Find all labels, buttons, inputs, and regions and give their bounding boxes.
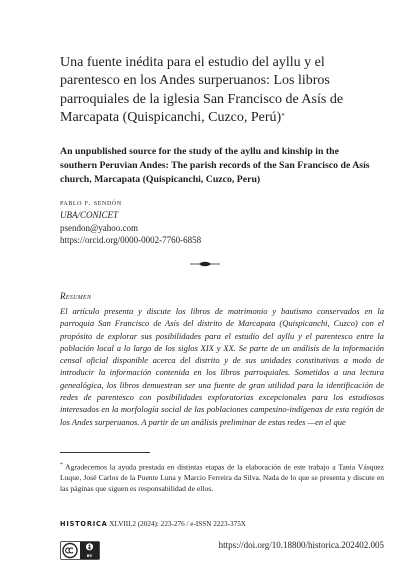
article-title-spanish [60, 54, 378, 128]
creative-commons-by-icon[interactable] [60, 541, 100, 560]
title-text: Una fuente inédita para el estudio del ayllu y el parentesco en los Andes surperuanos: Los libros parroquiales de la iglesia San Francisco de Asís de Marcapata (Quispicanchi, Cuzco, Perú) [60, 55, 344, 126]
author-orcid[interactable]: https://orcid.org/0000-0002-7760-6858 [60, 234, 202, 245]
author-affiliation: UBA/CONICET [60, 210, 119, 221]
footnote-text: Agradecemos la ayuda prestada en distintas etapas de la elaboración de este trabajo a Tania Vásquez Luque, José Carlos de la Puente Luna y Marcio Ferreira da Silva. Nada de lo que se presenta y discute en las páginas que siguen es responsabilidad de ellos. [60, 462, 384, 493]
article-title-english: An unpublished source for the study of the ayllu and kinship in the southern Peruvian Andes: The parish records of the San Francisco de Asís church, Marcapata (Quispicanchi, Cuzco, Peru) [60, 146, 370, 185]
author-name: pablo f. sendón [60, 198, 122, 207]
journal-citation-line [60, 520, 246, 528]
journal-name: HISTORICA [60, 520, 108, 528]
doi-link[interactable]: https://doi.org/10.18800/historica.202402.005 [218, 540, 384, 550]
footnote-divider [60, 452, 150, 453]
author-email[interactable]: psendon@yahoo.com [60, 222, 139, 233]
journal-citation: XLVIII.2 (2024): 223-276 / e-ISSN 2223-375X [109, 520, 246, 528]
footnote [60, 460, 384, 494]
abstract-text: El artículo presenta y discute los libros de matrimonio y bautismo conservados en la parroquia San Francisco de Asís del distrito de Marcapata (Quispicanchi, Cuzco) con el propósito de explorar sus posibilidades para el estudio del ayllu y el parentesco entre la población local a lo largo de los siglos XIX y XX. Se parte de un análisis de la información censal oficial disponible acerca del distrito y de sus unidades constitutivas a modo de introducir la información contenida en los libros parroquiales. Sometidos a una lectura genealógica, los libros demuestran ser una fuente de gran utilidad para la identificación de redes de parentesco con posibilidades exploratorias excepcionales para los estudiosos interesados en la morfología social de las poblaciones campesino-indígenas de esta región de los Andes surperuanos. A partir de un análisis preliminar de estas redes —en el que [60, 306, 384, 427]
license-label: BY [86, 553, 93, 559]
footnote-marker: * [60, 462, 63, 468]
abstract-heading: Resumen [60, 291, 92, 301]
section-ornament-icon [190, 258, 220, 270]
title-footnote-marker[interactable]: * [281, 112, 285, 121]
author-block [60, 197, 360, 246]
